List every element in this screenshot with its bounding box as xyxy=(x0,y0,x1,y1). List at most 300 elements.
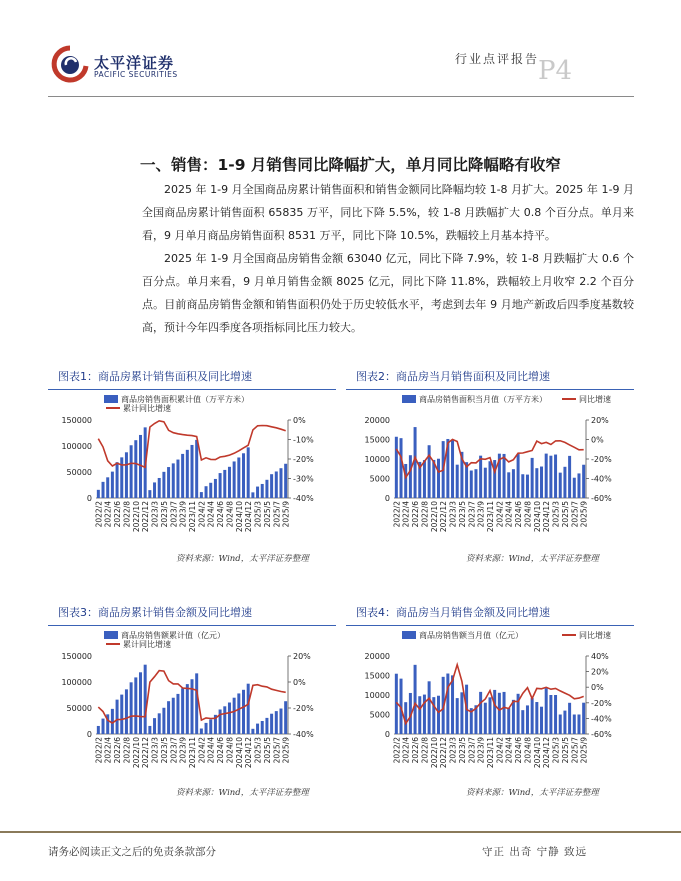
right-tick-label: -20% xyxy=(293,455,314,464)
bar xyxy=(517,454,520,498)
bar xyxy=(237,693,240,734)
bar xyxy=(451,675,454,734)
logo-text-cn: 太平洋证券 xyxy=(94,54,175,72)
chart-4-source: 资料来源：Wind，太平洋证券整理 xyxy=(466,788,599,798)
chart-4 xyxy=(346,598,634,808)
x-tick-label: 2022/8 xyxy=(420,501,430,528)
bar xyxy=(172,463,175,498)
bar xyxy=(535,468,538,498)
bar xyxy=(191,445,194,498)
x-tick-label: 2024/8 xyxy=(523,501,533,528)
bar xyxy=(503,454,506,498)
bar xyxy=(498,693,501,734)
left-tick-label: 150000 xyxy=(61,416,92,425)
bar xyxy=(573,715,576,735)
right-tick-label: 20% xyxy=(293,652,311,661)
x-tick-label: 2025/7 xyxy=(570,737,580,764)
x-tick-label: 2022/2 xyxy=(392,737,402,764)
bar xyxy=(167,701,170,734)
bar xyxy=(521,710,524,734)
bar xyxy=(409,455,412,498)
bar xyxy=(153,482,156,498)
x-tick-label: 2025/3 xyxy=(253,501,263,528)
bar xyxy=(251,492,254,498)
x-tick-label: 2025/9 xyxy=(579,501,589,528)
x-tick-label: 2024/4 xyxy=(504,737,514,764)
x-tick-label: 2024/2 xyxy=(495,737,505,764)
bar xyxy=(437,459,440,498)
paragraph-1: 2025 年 1-9 月全国商品房累计销售面积和销售金额同比降幅均较 1-8 月扩大。2025 年 1-9 月全国商品房累计销售面积 65835 万平，同比下降 5.5%，较 1-8 月跌幅扩大 0.8 个百分点。单月来看，9 月单月商品房销售面积 8531 万平，同比下降 10.5%，跌幅较上月基本持平。 xyxy=(142,183,634,242)
bar xyxy=(125,452,128,498)
bar xyxy=(228,467,231,498)
x-tick-label: 2022/6 xyxy=(113,501,123,528)
x-tick-label: 2022/10 xyxy=(429,501,439,533)
left-tick-label: 50000 xyxy=(66,468,92,477)
chart-1-plot xyxy=(48,390,336,560)
x-tick-label: 2024/10 xyxy=(532,737,542,769)
bar xyxy=(456,465,459,498)
legend-bar-swatch xyxy=(104,631,118,639)
bar xyxy=(256,724,259,734)
bar xyxy=(568,703,571,734)
bar xyxy=(404,464,407,498)
x-tick-label: 2024/6 xyxy=(216,501,226,528)
bar xyxy=(162,708,165,734)
bar xyxy=(479,456,482,498)
legend-line-label: 累计同比增速 xyxy=(123,404,171,413)
right-tick-label: 0% xyxy=(591,435,604,445)
bar xyxy=(479,692,482,734)
bar xyxy=(451,440,454,498)
x-tick-label: 2022/4 xyxy=(401,501,411,528)
bar xyxy=(158,478,161,498)
bar xyxy=(568,456,571,498)
bar xyxy=(186,450,189,498)
bar xyxy=(233,461,236,498)
bar xyxy=(265,480,268,498)
x-tick-label: 2024/10 xyxy=(234,501,244,533)
logo-emblem xyxy=(48,44,92,84)
x-tick-label: 2025/7 xyxy=(272,737,282,764)
bar xyxy=(158,713,161,734)
bar xyxy=(270,474,273,498)
report-type-label: 行业点评报告 xyxy=(455,52,540,66)
bar xyxy=(423,460,426,498)
x-tick-label: 2023/11 xyxy=(188,501,197,533)
bar xyxy=(228,702,231,734)
x-tick-label: 2025/9 xyxy=(579,737,589,764)
left-tick-label: 100000 xyxy=(61,442,92,451)
left-tick-label: 0 xyxy=(384,494,390,503)
x-tick-label: 2025/7 xyxy=(570,501,580,528)
bar xyxy=(414,665,417,734)
x-tick-label: 2024/12 xyxy=(542,501,552,533)
x-tick-label: 2025/5 xyxy=(262,501,272,528)
bar xyxy=(120,457,123,498)
right-tick-label: -20% xyxy=(591,698,612,708)
bar xyxy=(102,482,105,498)
x-tick-label: 2024/8 xyxy=(225,737,235,764)
x-tick-label: 2024/6 xyxy=(216,737,226,764)
chart-3 xyxy=(48,598,336,808)
bar xyxy=(559,473,562,498)
legend-line-label: 同比增速 xyxy=(579,631,611,640)
bar xyxy=(484,468,487,498)
x-tick-label: 2022/8 xyxy=(122,737,132,764)
bar xyxy=(195,673,198,734)
chart-4-plot xyxy=(346,626,634,796)
bar xyxy=(219,709,222,734)
bar xyxy=(284,464,287,498)
right-tick-label: -60% xyxy=(591,730,612,739)
x-tick-label: 2024/6 xyxy=(514,501,524,528)
x-tick-label: 2023/3 xyxy=(448,737,458,764)
x-tick-label: 2024/2 xyxy=(495,501,505,528)
bar xyxy=(275,471,278,498)
x-tick-label: 2024/4 xyxy=(206,501,216,528)
right-tick-label: -40% xyxy=(591,474,612,484)
bar xyxy=(279,468,282,498)
bar xyxy=(423,695,426,734)
bar xyxy=(526,475,529,498)
bar xyxy=(540,707,543,734)
x-tick-label: 2023/7 xyxy=(467,501,477,528)
bar xyxy=(261,721,264,734)
bar xyxy=(554,695,557,734)
x-tick-label: 2022/2 xyxy=(94,501,104,528)
footer-divider xyxy=(0,831,681,833)
x-tick-label: 2023/11 xyxy=(188,737,197,769)
bar xyxy=(582,703,585,734)
bar xyxy=(256,487,259,498)
x-tick-label: 2023/5 xyxy=(457,501,467,528)
section-title: 一、销售：1-9 月销售同比降幅扩大，单月同比降幅略有收窄 xyxy=(140,156,561,174)
left-tick-label: 100000 xyxy=(61,678,92,687)
bar xyxy=(144,665,147,734)
page-number: P4 xyxy=(538,56,573,86)
right-tick-label: -60% xyxy=(591,494,612,503)
bar xyxy=(111,472,114,498)
bar xyxy=(219,473,222,498)
header-divider xyxy=(48,96,634,97)
bar xyxy=(484,703,487,734)
x-tick-label: 2022/12 xyxy=(439,501,449,533)
x-tick-label: 2022/4 xyxy=(103,737,113,764)
chart-3-source: 资料来源：Wind，太平洋证券整理 xyxy=(176,788,309,798)
bar xyxy=(563,467,566,498)
chart-3-caption: 图表3：商品房累计销售金额及同比增速 xyxy=(58,606,252,619)
x-tick-label: 2025/5 xyxy=(560,501,570,528)
bar xyxy=(549,695,552,734)
bar xyxy=(148,726,151,734)
bar xyxy=(279,709,282,734)
chart-2 xyxy=(346,362,634,572)
x-tick-label: 2025/3 xyxy=(253,737,263,764)
bar xyxy=(284,701,287,734)
legend-bar-label: 商品房销售面积累计值（万平方米） xyxy=(121,395,249,404)
bar xyxy=(176,460,179,498)
bar xyxy=(526,705,529,734)
bar xyxy=(181,454,184,498)
legend-bar-label: 商品房销售额当月值（亿元） xyxy=(419,631,523,640)
right-tick-label: 40% xyxy=(591,652,609,661)
bar xyxy=(251,729,254,734)
x-tick-label: 2022/6 xyxy=(411,737,421,764)
bar xyxy=(205,723,208,734)
bar xyxy=(512,700,515,734)
right-tick-label: -30% xyxy=(293,474,314,484)
bar xyxy=(474,469,477,498)
x-tick-label: 2023/5 xyxy=(457,737,467,764)
x-tick-label: 2025/7 xyxy=(272,501,282,528)
x-tick-label: 2025/5 xyxy=(560,737,570,764)
bar xyxy=(512,469,515,498)
bar xyxy=(493,690,496,734)
x-tick-label: 2022/10 xyxy=(429,737,439,769)
right-tick-label: 0% xyxy=(293,678,306,687)
right-tick-label: 20% xyxy=(591,416,609,425)
right-tick-label: -20% xyxy=(293,704,314,713)
left-tick-label: 15000 xyxy=(364,435,390,445)
legend-line-label: 累计同比增速 xyxy=(123,640,171,649)
bar xyxy=(577,715,580,735)
right-tick-label: -20% xyxy=(591,455,612,464)
footer-motto: 守正 出奇 宁静 致远 xyxy=(482,846,588,858)
x-tick-label: 2023/5 xyxy=(159,501,169,528)
bar xyxy=(460,692,463,734)
x-tick-label: 2024/2 xyxy=(197,501,207,528)
bar xyxy=(242,690,245,734)
bar xyxy=(265,718,268,734)
bar xyxy=(167,467,170,498)
bar xyxy=(493,460,496,498)
bar xyxy=(521,474,524,498)
left-tick-label: 15000 xyxy=(364,671,390,681)
x-tick-label: 2025/9 xyxy=(281,501,291,528)
x-tick-label: 2023/7 xyxy=(169,737,179,764)
bar xyxy=(247,684,250,734)
bar xyxy=(573,478,576,498)
chart-3-plot xyxy=(48,626,336,796)
bar xyxy=(130,682,133,734)
bar xyxy=(186,684,189,734)
x-tick-label: 2022/6 xyxy=(411,501,421,528)
x-tick-label: 2023/5 xyxy=(159,737,169,764)
bar xyxy=(233,698,236,734)
bar xyxy=(195,440,198,498)
bar xyxy=(209,719,212,734)
footer-disclaimer: 请务必阅读正文之后的免责条款部分 xyxy=(48,846,216,858)
x-tick-label: 2023/3 xyxy=(150,737,160,764)
bar xyxy=(428,681,431,734)
x-tick-label: 2024/12 xyxy=(542,737,552,769)
left-tick-label: 10000 xyxy=(364,691,390,700)
bar xyxy=(162,472,165,498)
legend-bar-swatch xyxy=(402,395,416,403)
bar xyxy=(270,714,273,734)
x-tick-label: 2024/4 xyxy=(504,501,514,528)
bar xyxy=(214,479,217,498)
bar xyxy=(205,486,208,498)
x-tick-label: 2022/8 xyxy=(122,501,132,528)
bar xyxy=(247,447,250,498)
right-tick-label: -40% xyxy=(293,494,314,503)
bar xyxy=(134,677,137,734)
x-tick-label: 2023/7 xyxy=(169,501,179,528)
x-tick-label: 2025/9 xyxy=(281,737,291,764)
x-tick-label: 2024/10 xyxy=(532,501,542,533)
left-tick-label: 0 xyxy=(86,730,92,739)
right-tick-label: 20% xyxy=(591,667,609,677)
right-tick-label: -40% xyxy=(293,730,314,739)
x-tick-label: 2022/4 xyxy=(401,737,411,764)
bar xyxy=(470,471,473,498)
bar xyxy=(97,490,100,498)
x-tick-label: 2023/9 xyxy=(476,737,486,764)
x-tick-label: 2022/2 xyxy=(392,501,402,528)
bar xyxy=(153,718,156,734)
chart-2-plot xyxy=(346,390,634,560)
bar xyxy=(242,453,245,498)
left-tick-label: 5000 xyxy=(369,474,390,484)
legend-bar-label: 商品房销售面积当月值（万平方米） xyxy=(419,395,547,404)
bar xyxy=(582,465,585,498)
x-tick-label: 2024/8 xyxy=(225,501,235,528)
x-tick-label: 2023/11 xyxy=(486,501,495,533)
x-tick-label: 2024/12 xyxy=(244,737,254,769)
bar xyxy=(559,715,562,735)
right-tick-label: -40% xyxy=(591,714,612,724)
x-tick-label: 2024/2 xyxy=(197,737,207,764)
x-tick-label: 2024/4 xyxy=(206,737,216,764)
chart-1 xyxy=(48,362,336,572)
bar xyxy=(540,467,543,498)
chart-1-caption: 图表1：商品房累计销售面积及同比增速 xyxy=(58,370,252,383)
legend-line-label: 同比增速 xyxy=(579,395,611,404)
left-tick-label: 20000 xyxy=(364,652,390,661)
left-tick-label: 20000 xyxy=(364,416,390,425)
chart-4-caption: 图表4：商品房当月销售金额及同比增速 xyxy=(356,606,550,619)
x-tick-label: 2022/12 xyxy=(439,737,449,769)
bar xyxy=(507,472,510,498)
x-tick-label: 2022/4 xyxy=(103,501,113,528)
bar xyxy=(120,695,123,734)
legend-bar-label: 商品房销售额累计值（亿元） xyxy=(121,631,225,640)
bar xyxy=(223,470,226,498)
right-tick-label: -10% xyxy=(293,435,314,445)
bar xyxy=(549,456,552,498)
x-tick-label: 2025/3 xyxy=(551,737,561,764)
x-tick-label: 2022/6 xyxy=(113,737,123,764)
x-tick-label: 2023/3 xyxy=(448,501,458,528)
x-tick-label: 2023/11 xyxy=(486,737,495,769)
bar xyxy=(531,698,534,734)
x-tick-label: 2023/7 xyxy=(467,737,477,764)
bar xyxy=(223,706,226,734)
right-tick-label: 0% xyxy=(293,416,306,425)
chart-1-source: 资料来源：Wind，太平洋证券整理 xyxy=(176,554,309,564)
bar xyxy=(209,483,212,498)
x-tick-label: 2022/12 xyxy=(141,501,151,533)
x-tick-label: 2023/9 xyxy=(476,501,486,528)
logo-text-en: PACIFIC SECURITIES xyxy=(94,70,178,79)
x-tick-label: 2025/5 xyxy=(262,737,272,764)
left-tick-label: 50000 xyxy=(66,704,92,713)
bar xyxy=(134,440,137,498)
bar xyxy=(535,702,538,734)
chart-2-caption: 图表2：商品房当月销售面积及同比增速 xyxy=(356,370,550,383)
x-tick-label: 2023/9 xyxy=(178,737,188,764)
bar xyxy=(237,457,240,498)
bar xyxy=(395,437,398,498)
bar xyxy=(428,445,431,498)
x-tick-label: 2024/6 xyxy=(514,737,524,764)
bar xyxy=(437,696,440,734)
chart-2-source: 资料来源：Wind，太平洋证券整理 xyxy=(466,554,599,564)
x-tick-label: 2022/2 xyxy=(94,737,104,764)
bar xyxy=(102,719,105,734)
left-tick-label: 150000 xyxy=(61,652,92,661)
bar xyxy=(116,700,119,734)
bar xyxy=(130,445,133,498)
bar xyxy=(106,477,109,498)
bar xyxy=(489,461,492,498)
x-tick-label: 2025/3 xyxy=(551,501,561,528)
left-tick-label: 5000 xyxy=(369,710,390,720)
bar xyxy=(148,490,151,498)
x-tick-label: 2024/10 xyxy=(234,737,244,769)
bar xyxy=(563,711,566,734)
bar xyxy=(418,696,421,734)
x-tick-label: 2022/10 xyxy=(131,737,141,769)
bar xyxy=(261,484,264,498)
legend-bar-swatch xyxy=(104,395,118,403)
left-tick-label: 0 xyxy=(86,494,92,503)
bar xyxy=(577,473,580,498)
right-tick-label: 0% xyxy=(591,683,604,693)
bar xyxy=(191,679,194,734)
bar xyxy=(507,708,510,734)
left-tick-label: 10000 xyxy=(364,455,390,464)
bar xyxy=(176,694,179,734)
x-tick-label: 2024/12 xyxy=(244,501,254,533)
left-tick-label: 0 xyxy=(384,730,390,739)
bar xyxy=(172,698,175,734)
legend-bar-swatch xyxy=(402,631,416,639)
bar xyxy=(456,698,459,734)
bar xyxy=(139,672,142,734)
bar xyxy=(125,689,128,734)
bar xyxy=(489,697,492,734)
x-tick-label: 2022/8 xyxy=(420,737,430,764)
bar xyxy=(545,454,548,498)
bar xyxy=(545,688,548,734)
bar xyxy=(531,458,534,498)
bar xyxy=(400,438,403,498)
bar xyxy=(200,492,203,498)
bar xyxy=(554,455,557,498)
bar xyxy=(116,462,119,498)
bar xyxy=(503,692,506,734)
x-tick-label: 2024/8 xyxy=(523,737,533,764)
bar xyxy=(181,688,184,734)
bar xyxy=(446,674,449,734)
x-tick-label: 2023/3 xyxy=(150,501,160,528)
x-tick-label: 2023/9 xyxy=(178,501,188,528)
x-tick-label: 2022/12 xyxy=(141,737,151,769)
bar xyxy=(97,726,100,734)
bar xyxy=(200,729,203,734)
